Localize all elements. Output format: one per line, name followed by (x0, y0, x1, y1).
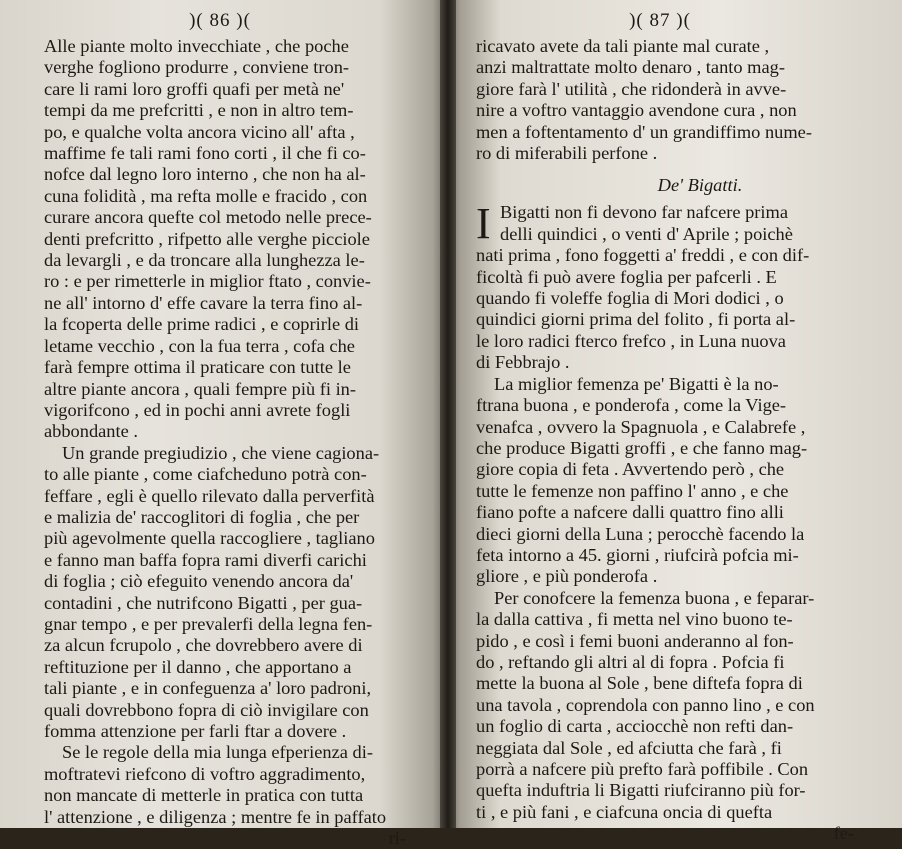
text-line: verghe fogliono produrre , conviene tron- (44, 57, 350, 78)
text-line: cuna folidità , ma refta molle e fracido , con (44, 185, 368, 206)
text-line: maffime fe tali rami fono corti , il che fi co- (44, 143, 366, 164)
text-line: più agevolmente quella raccogliere , tagliano (44, 528, 375, 549)
text-line: tutte le femenze non paffino l' anno , e che (476, 480, 789, 501)
text-line: po, e qualche volta ancora vicino all' afta , (44, 121, 355, 142)
text-line: mette la buona al Sole , bene diftefa fopra di (476, 673, 803, 694)
paragraph (44, 443, 436, 743)
text-line: ficoltà fi può avere foglia per pafcerli . E (476, 266, 777, 287)
left-page (0, 0, 446, 849)
text-line: altre piante ancora , quali fempre più fi in- (44, 378, 356, 399)
text-line: to alle piante , come ciafcheduno potrà con- (44, 464, 367, 485)
text-line: ro di miferabili perfone . (476, 143, 658, 164)
text-line: gnar tempo , e per prevalerfi della legna fen- (44, 613, 373, 634)
text-line: Se le regole della mia lunga efperienza di- (62, 742, 373, 763)
text-line: za alcun fcrupolo , che dovrebbero avere di (44, 635, 363, 656)
text-line: ro : e per rimetterle in miglior ftato , convie- (44, 271, 371, 292)
text-line: non mancate di metterle in pratica con tutta (44, 785, 364, 806)
page-number: )( 86 )( (189, 10, 251, 31)
text-line: letame vecchio , con la fua terra , cofa che (44, 335, 355, 356)
text-line: do , reftando gli altri al di fopra . Pofcia fi (476, 651, 785, 672)
text-line: pido , e così i femi buoni anderanno al fon- (476, 630, 794, 651)
text-line: dieci giorni della Luna ; perocchè facendo la (476, 523, 805, 544)
text-line: feffare , egli è quello rilevato dalla perverfità (44, 485, 375, 506)
drop-cap: I (476, 199, 491, 249)
catchword: ri- (388, 828, 406, 849)
book-gutter (440, 0, 456, 828)
text-line: fomma attenzione per farli ftar a dovere . (44, 721, 347, 741)
text-line: Per conofcere la femenza buona , e feparar- (494, 587, 815, 608)
text-line: nire a voftro vantaggio avendone cura , non (476, 100, 797, 121)
text-line: fiano pofte a nafcere dalli quattro fino alli (476, 502, 784, 523)
text-line: nati prima , fono foggetti a' freddi , e con dif- (476, 245, 810, 266)
text-line: un foglio di carta , acciocchè non refti dan- (476, 716, 794, 737)
text-line: Alle piante molto invecchiate , che poche (44, 36, 349, 56)
text-line: moftratevi riefcono di voftro aggradimento, (44, 763, 366, 784)
text-line: farà fempre ottima il praticare con tutte le (44, 357, 351, 378)
text-line: delli quindici , o venti d' Aprile ; poichè (500, 223, 793, 244)
text-line: quando fi voleffe foglia di Mori dodici , o (476, 288, 784, 309)
text-line: e fanno man baffa fopra rami diverfi carichi (44, 549, 367, 570)
text-line: men a foftentamento d' un grandiffimo nume- (476, 121, 812, 142)
text-line: feta intorno a 45. giorni , riufcirà pofcia mi- (476, 544, 799, 565)
text-line: quali dovrebbono fopra di ciò invigilare con (44, 699, 369, 720)
text-line: ftrana buona , e ponderofa , come la Vige- (476, 395, 787, 416)
right-page (446, 0, 902, 844)
text-line: la dalla cattiva , fi metta nel vino buono te- (476, 609, 793, 630)
paragraph (476, 36, 884, 164)
text-line: nofce dal legno loro interno , che non ha al- (44, 164, 366, 185)
paragraph (44, 36, 436, 443)
text-line: tempi da me prefcritti , e non in altro tem- (44, 100, 354, 121)
text-line: venafca , ovvero la Spagnuola , e Calabrefe , (476, 416, 806, 437)
paragraph (44, 742, 436, 849)
text-line: di Febbrajo . (476, 352, 570, 373)
text-line: ricavato avete da tali piante mal curate , (476, 36, 770, 56)
text-line: La miglior femenza pe' Bigatti è la no- (494, 373, 779, 394)
text-line: contadini , che nutrifcono Bigatti , per gua- (44, 592, 363, 613)
text-line: denti prefcritto , rifpetto alle verghe picciole (44, 228, 370, 249)
catchword: fe- (833, 823, 854, 844)
paragraph (476, 374, 884, 588)
text-line: giore copia di feta . Avvertendo però , che (476, 459, 785, 480)
text-line: abbondante . (44, 421, 138, 442)
text-line: ti , e più fani , e ciafcuna oncia di quefta (476, 801, 773, 822)
text-line: Bigatti non fi devono far nafcere prima (500, 202, 789, 223)
text-line: le loro radici fterco frefco , in Luna nuova (476, 330, 786, 351)
text-line: gliore , e più ponderofa . (476, 566, 658, 587)
text-line: quefta induftria li Bigatti riufciranno più for- (476, 780, 806, 801)
text-line: da levargli , e da troncare alla lunghezza le- (44, 250, 365, 271)
text-line: l' attenzione , e diligenza ; mentre fe in paffato (44, 806, 387, 827)
text-line: neggiata dal Sole , ed afciutta che farà , fi (476, 737, 782, 758)
text-line: vigorifcono , ed in pochi anni avrete fogli (44, 399, 351, 420)
text-line: anzi maltrattate molto denaro , tanto mag- (476, 57, 785, 78)
text-line: care li rami loro groffi quafi per metà ne' (44, 78, 345, 99)
text-line: giore farà l' utilità , che ridonderà in avve- (476, 78, 787, 99)
text-line: di foglia ; ciò efeguito venendo ancora da' (44, 571, 354, 592)
text-line: quindici giorni prima del folito , fi porta al- (476, 309, 796, 330)
paragraph (476, 588, 884, 845)
text-line: che produce Bigatti groffi , e che fanno mag- (476, 437, 808, 458)
text-line: e malizia de' raccoglitori di foglia , che per (44, 506, 360, 527)
text-line: reftituzione per il danno , che apportano a (44, 656, 352, 677)
text-line: Un grande pregiudizio , che viene cagiona- (62, 442, 380, 463)
text-line: la fcoperta delle prime radici , e coprirle di (44, 314, 360, 335)
text-line: curare ancora quefte col metodo nelle prece- (44, 207, 372, 228)
text-line: una tavola , coprendola con panno lino , e con (476, 694, 815, 715)
text-line: porrà a nafcere più prefto farà poffibile . Con (476, 759, 809, 779)
section-heading: De' Bigatti. (657, 175, 743, 196)
page-number: )( 87 )( (629, 10, 691, 31)
paragraph (476, 199, 884, 373)
text-line: tali piante , e in confeguenza a' loro padroni, (44, 678, 372, 699)
text-line: ne all' intorno d' effe cavare la terra fino al- (44, 292, 363, 313)
